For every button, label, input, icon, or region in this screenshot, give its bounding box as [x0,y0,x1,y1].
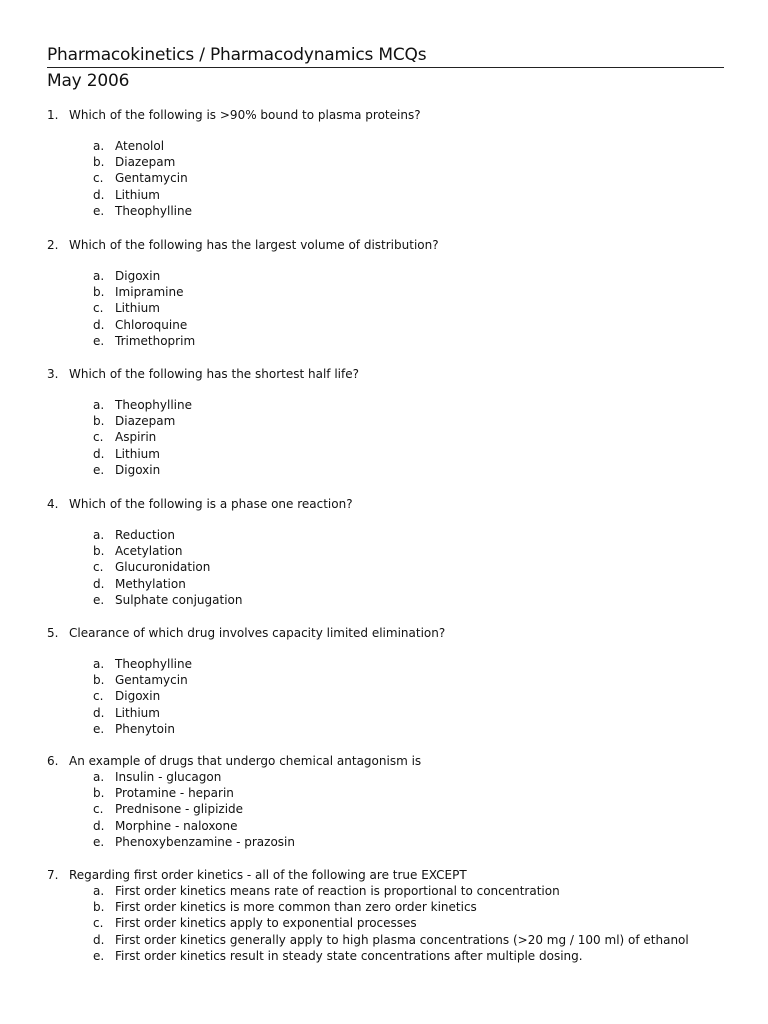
option-letter: d. [93,932,105,947]
option-text: Digoxin [115,462,161,477]
option-letter: c. [93,560,104,575]
question-number: 4. [47,497,59,511]
option-item [47,834,737,850]
option-text: Lithium [115,705,160,720]
option-letter: c. [93,916,104,931]
option-text: Atenolol [115,139,165,153]
option-letter: e. [93,948,105,963]
option-text: Phenoxybenzamine - prazosin [115,834,295,849]
document-title: Pharmacokinetics / Pharmacodynamics MCQs [47,44,724,68]
option-text: Digoxin [115,269,161,283]
option-text: Protamine - heparin [115,786,234,801]
option-text: Gentamycin [115,171,188,186]
option-letter: a. [93,398,105,412]
option-item [47,705,737,721]
question-text: Clearance of which drug involves capacity limited elimination? [69,626,446,640]
option-letter: d. [93,705,105,720]
option-text: Lithium [115,446,160,461]
option-item [47,883,737,899]
option-item [47,721,737,737]
option-text: Reduction [115,528,175,542]
option-item [47,429,737,445]
option-list [47,397,737,478]
option-item [47,333,737,349]
option-letter: e. [93,203,105,218]
question-number: 5. [47,626,59,640]
option-letter: c. [93,171,104,186]
option-item [47,317,737,333]
option-text: Chloroquine [115,317,188,332]
option-item [47,446,737,462]
question-text: Which of the following is a phase one reaction? [69,497,353,511]
option-item [47,688,737,704]
option-letter: a. [93,139,105,153]
document-header [47,44,724,92]
option-text: Lithium [115,187,160,202]
option-letter: a. [93,884,105,898]
option-letter: c. [93,689,104,704]
option-letter: a. [93,269,105,283]
question-number: 2. [47,238,59,252]
option-item [47,932,737,948]
option-letter: d. [93,187,105,202]
option-item [47,899,737,915]
option-item [47,785,737,801]
option-text: Glucuronidation [115,560,211,575]
option-item [47,769,737,785]
option-letter: e. [93,721,105,736]
option-item [47,284,737,300]
option-item [47,413,737,429]
option-item [47,527,737,543]
option-item [47,154,737,170]
option-text: Morphine - naloxone [115,818,238,833]
question-text: Regarding first order kinetics - all of the following are true EXCEPT [69,868,467,882]
option-text: Lithium [115,301,160,316]
option-letter: d. [93,317,105,332]
option-text: Sulphate conjugation [115,592,243,607]
question-number: 3. [47,367,59,381]
option-text: Theophylline [115,398,192,412]
option-text: First order kinetics result in steady state concentrations after multiple dosing. [115,948,583,963]
option-item [47,948,737,964]
option-list [47,883,737,964]
question-3 [47,365,737,478]
option-letter: c. [93,430,104,445]
option-item [47,138,737,154]
option-letter: b. [93,414,105,429]
option-text: Phenytoin [115,721,175,736]
option-letter: b. [93,544,105,559]
option-list [47,527,737,608]
option-text: Insulin - glucagon [115,770,222,784]
option-letter: d. [93,576,105,591]
option-letter: e. [93,834,105,849]
option-text: Theophylline [115,203,192,218]
option-list [47,138,737,219]
option-item [47,203,737,219]
option-item [47,300,737,316]
option-list [47,769,737,850]
option-item [47,187,737,203]
option-letter: b. [93,673,105,688]
option-letter: b. [93,285,105,300]
option-text: Digoxin [115,689,161,704]
option-text: Imipramine [115,285,184,300]
question-4 [47,495,737,608]
option-item [47,543,737,559]
option-item [47,818,737,834]
question-text: Which of the following has the largest volume of distribution? [69,238,439,252]
question-5 [47,624,737,737]
question-text: An example of drugs that undergo chemical antagonism is [69,754,422,768]
question-number: 7. [47,868,59,882]
document-date: May 2006 [47,71,130,91]
option-letter: a. [93,657,105,671]
option-letter: e. [93,592,105,607]
option-item [47,397,737,413]
option-item [47,576,737,592]
option-letter: b. [93,786,105,801]
option-text: Prednisone - glipizide [115,802,244,817]
option-text: First order kinetics is more common than zero order kinetics [115,900,477,915]
option-letter: b. [93,900,105,915]
option-text: Theophylline [115,657,192,671]
option-letter: e. [93,462,105,477]
option-letter: c. [93,301,104,316]
option-list [47,268,737,349]
question-2 [47,236,737,349]
option-letter: c. [93,802,104,817]
option-text: Diazepam [115,155,176,170]
question-6 [47,753,737,850]
option-letter: d. [93,818,105,833]
option-letter: b. [93,155,105,170]
option-item [47,170,737,186]
option-letter: e. [93,333,105,348]
question-7 [47,867,737,964]
option-item [47,559,737,575]
option-letter: a. [93,528,105,542]
option-text: Diazepam [115,414,176,429]
question-text: Which of the following has the shortest half life? [69,367,359,381]
option-text: Aspirin [115,430,157,445]
question-1 [47,106,737,219]
option-item [47,801,737,817]
option-text: Methylation [115,576,186,591]
option-letter: a. [93,770,105,784]
option-item [47,656,737,672]
option-item [47,462,737,478]
option-item [47,268,737,284]
option-item [47,672,737,688]
option-text: First order kinetics generally apply to high plasma concentrations (>20 mg / 100 ml) of ethanol [115,932,689,947]
option-text: First order kinetics means rate of reaction is proportional to concentration [115,884,560,898]
question-number: 6. [47,754,59,768]
question-number: 1. [47,108,59,122]
question-text: Which of the following is >90% bound to plasma proteins? [69,108,421,122]
option-text: Acetylation [115,544,183,559]
option-text: Trimethoprim [115,333,196,348]
option-item [47,592,737,608]
option-letter: d. [93,446,105,461]
option-item [47,915,737,931]
option-text: Gentamycin [115,673,188,688]
option-text: First order kinetics apply to exponential processes [115,916,417,931]
option-list [47,656,737,737]
